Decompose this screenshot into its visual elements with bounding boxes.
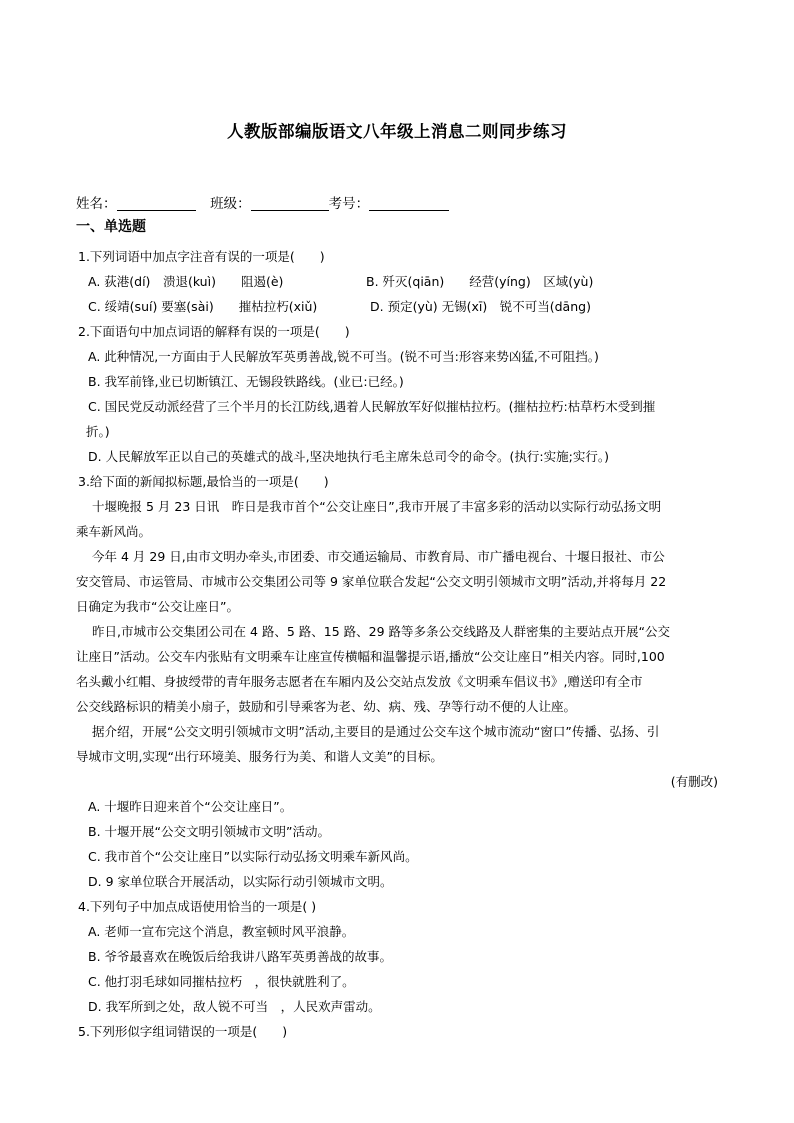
page-title: 人教版部编版语文八年级上消息二则同步练习	[227, 122, 567, 141]
question-3-option-c: C. 我市首个“公交让座日”以实际行动弘扬文明乘车新风尚。	[88, 849, 418, 864]
news-paragraph-3: 昨日,市城市公交集团公司在 4 路、5 路、15 路、29 路等多条公交线路及人群密集的主要站点开展“公交	[92, 624, 671, 639]
news-paragraph-4: 据介绍，开展“公交文明引领城市文明”活动,主要目的是通过公交车这个城市流动“窗口”传播、弘扬、引	[92, 724, 660, 739]
question-3-option-b: B. 十堰开展“公交文明引领城市文明”活动。	[88, 824, 330, 839]
question-1-stem: 1.下列词语中加点字注音有误的一项是( )	[78, 249, 325, 264]
question-2-option-c-cont: 折。)	[86, 424, 110, 439]
question-3-option-a: A. 十堰昨日迎来首个“公交让座日”。	[88, 799, 293, 814]
question-1-option-a: A. 荻港(dí) 溃退(kuì) 阻遏(è)	[88, 274, 284, 289]
news-paragraph-2: 日确定为我市“公交让座日”。	[76, 599, 239, 614]
class-blank	[251, 196, 329, 211]
edit-note: (有删改)	[670, 774, 718, 789]
question-4-option-c: C. 他打羽毛球如同摧枯拉朽 ，很快就胜利了。	[88, 974, 355, 989]
news-paragraph-4: 导城市文明,实现“出行环境美、服务行为美、和谐人文美”的目标。	[76, 749, 443, 764]
question-2-option-b: B. 我军前锋,业已切断镇江、无锡段铁路线。(业已:已经。)	[88, 374, 404, 389]
name-blank	[117, 196, 196, 211]
news-paragraph-3: 名头戴小红帽、身披绶带的青年服务志愿者在车厢内及公交站点发放《文明乘车倡议书》,赠送印有全市	[76, 674, 643, 689]
question-4-stem: 4.下列句子中加点成语使用恰当的一项是( )	[78, 899, 317, 914]
news-paragraph-1: 乘车新风尚。	[76, 524, 152, 539]
question-3-stem: 3.给下面的新闻拟标题,最恰当的一项是( )	[78, 474, 329, 489]
news-paragraph-1: 十堰晚报 5 月 23 日讯 昨日是我市首个“公交让座日”,我市开展了丰富多彩的活动以实际行动弘扬文明	[92, 499, 662, 514]
news-paragraph-2: 今年 4 月 29 日,由市文明办牵头,市团委、市交通运输局、市教育局、市广播电视台、十堰日报社、市公	[92, 549, 665, 564]
news-paragraph-3: 让座日”活动。公交车内张贴有文明乘车让座宣传横幅和温馨提示语,播放“公交让座日”相关内容。同时,100	[76, 649, 665, 664]
student-info-row	[76, 192, 449, 212]
question-5-stem: 5.下列形似字组词错误的一项是( )	[78, 1024, 288, 1039]
name-label: 姓名：	[76, 196, 117, 212]
question-2-stem: 2.下面语句中加点词语的解释有误的一项是( )	[78, 324, 350, 339]
question-4-option-a: A. 老师一宣布完这个消息，教室顿时风平浪静。	[88, 924, 355, 939]
question-2-option-d: D. 人民解放军正以自己的英雄式的战斗,坚决地执行毛主席朱总司令的命令。(执行:实施;实行。)	[88, 449, 609, 464]
question-1-option-b: B. 歼灭(qiān) 经营(yíng) 区域(yù)	[366, 274, 594, 289]
question-3-option-d: D. 9 家单位联合开展活动，以实际行动引领城市文明。	[88, 874, 393, 889]
news-paragraph-2: 安交管局、市运管局、市城市公交集团公司等 9 家单位联合发起“公交文明引领城市文明”活动,并将每月 22	[76, 574, 667, 589]
question-1-option-c: C. 绥靖(suí) 要塞(sài) 摧枯拉朽(xiǔ)	[88, 299, 318, 314]
question-4-option-b: B. 爷爷最喜欢在晚饭后给我讲八路军英勇善战的故事。	[88, 949, 393, 964]
exam-label: 考号：	[328, 196, 370, 212]
question-1-option-d: D. 预定(yù) 无锡(xī) 锐不可当(dāng)	[370, 299, 591, 314]
section-heading: 一、单选题	[76, 219, 146, 235]
class-label: 班级：	[210, 196, 251, 212]
question-2-option-a: A. 此种情况,一方面由于人民解放军英勇善战,锐不可当。(锐不可当:形容来势凶猛,不可阻挡。)	[88, 349, 599, 364]
exam-blank	[369, 196, 449, 211]
question-2-option-c: C. 国民党反动派经营了三个半月的长江防线,遇着人民解放军好似摧枯拉朽。(摧枯拉朽:枯草朽木受到摧	[88, 399, 656, 414]
news-paragraph-3: 公交线路标识的精美小扇子，鼓励和引导乘客为老、幼、病、残、孕等行动不便的人让座。	[76, 699, 577, 714]
question-4-option-d: D. 我军所到之处，敌人锐不可当 ，人民欢声雷动。	[88, 999, 381, 1014]
